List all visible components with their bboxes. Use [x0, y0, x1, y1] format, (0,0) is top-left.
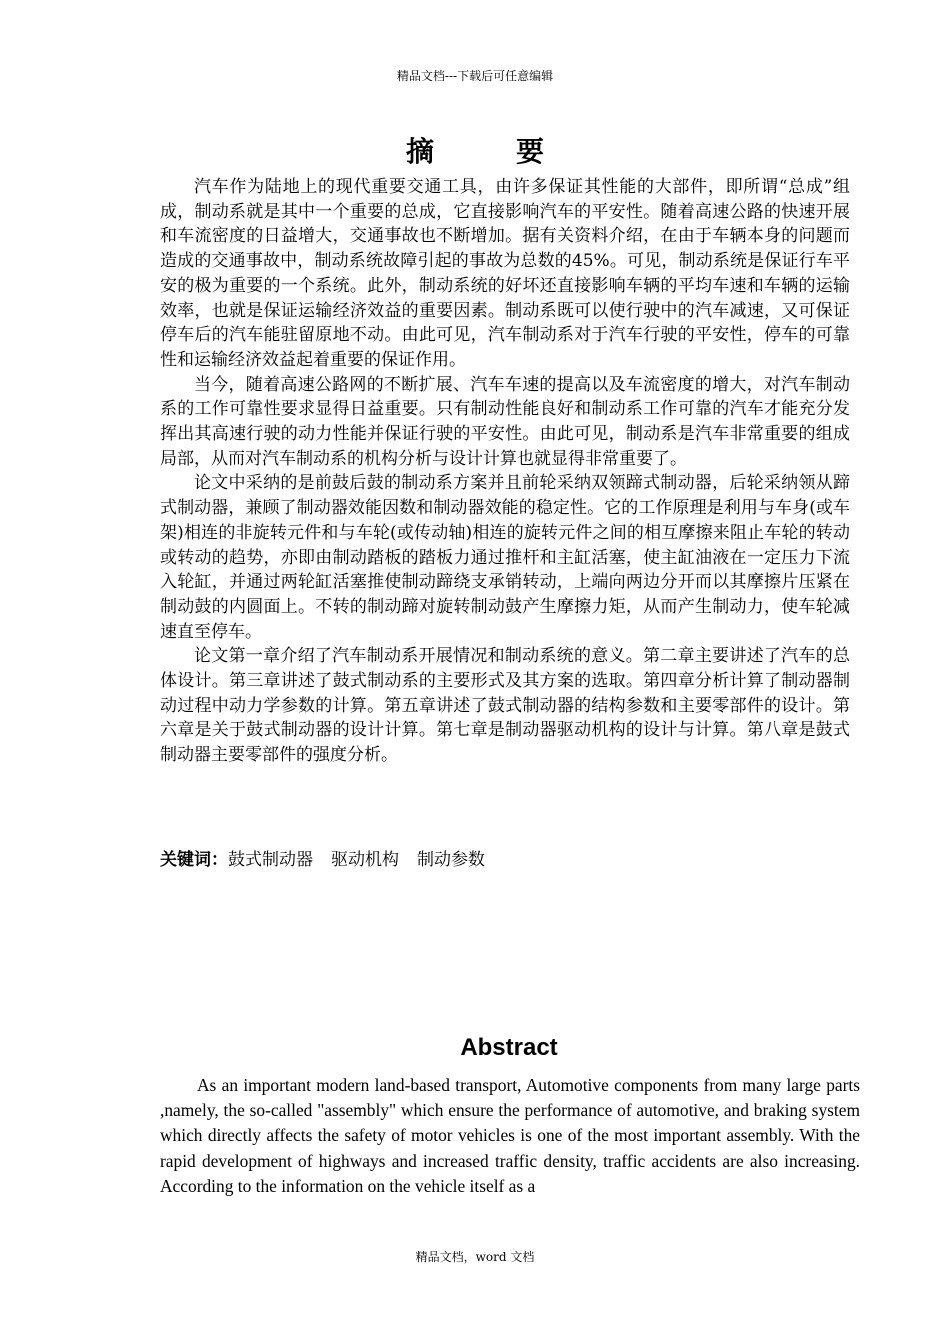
- abstract-cn-paragraph-4: 论文第一章介绍了汽车制动系开展情况和制动系统的意义。第二章主要讲述了汽车的总体设计。第三章讲述了鼓式制动系的主要形式及其方案的选取。第四章分析计算了制动器制动过程中动力学参数的计算。第五章讲述了鼓式制动器的结构参数和主要零部件的设计。第六章是关于鼓式制动器的设计计算。第七章是制动器驱动机构的设计与计算。第八章是鼓式制动器主要零部件的强度分析。: [160, 646, 850, 766]
- abstract-en-title: Abstract: [460, 1034, 558, 1061]
- page-footer-note: 精品文档，word 文档: [415, 1250, 535, 1264]
- keyword-2: 驱动机构: [331, 850, 399, 870]
- keyword-3: 制动参数: [417, 850, 485, 870]
- abstract-cn-title: 摘要: [405, 135, 626, 168]
- abstract-en-body: [160, 1073, 860, 1199]
- keyword-1: 鼓式制动器: [228, 850, 313, 870]
- page-header-note: 精品文档---下载后可任意编辑: [396, 69, 554, 83]
- abstract-en-paragraph-1: As an important modern land-based transport, Automotive components from many large parts ,namely, the so-called "assembly" which ensure the performance of automotive, and braking system which directly affects the safety of motor vehicles is one of the most important assembly. With the rapid development of highways and increased traffic density, traffic accidents are also increasing. According to the information on the vehicle itself as a: [160, 1075, 860, 1196]
- abstract-cn-body: [160, 175, 850, 768]
- abstract-cn-paragraph-1: 汽车作为陆地上的现代重要交通工具，由许多保证其性能的大部件，即所谓“总成”组成，制动系就是其中一个重要的总成，它直接影响汽车的平安性。随着高速公路的快速开展和车流密度的日益增大，交通事故也不断增加。据有关资料介绍，在由于车辆本身的问题而造成的交通事故中，制动系统故障引起的事故为总数的45%。可见，制动系统是保证行车平安的极为重要的一个系统。此外，制动系统的好坏还直接影响车辆的平均车速和车辆的运输效率，也就是保证运输经济效益的重要因素。制动系既可以使行驶中的汽车减速，又可保证停车后的汽车能驻留原地不动。由此可见，汽车制动系对于汽车行驶的平安性，停车的可靠性和运输经济效益起着重要的保证作用。: [160, 177, 850, 370]
- abstract-cn-paragraph-2: 当今，随着高速公路网的不断扩展、汽车车速的提高以及车流密度的增大，对汽车制动系的工作可靠性要求显得日益重要。只有制动性能良好和制动系工作可靠的汽车才能充分发挥出其高速行驶的动力性能并保证行驶的平安性。由此可见，制动系是汽车非常重要的组成局部，从而对汽车制动系的机构分析与设计计算也就显得非常重要了。: [160, 374, 850, 469]
- keywords-label: 关键词：: [160, 850, 228, 870]
- abstract-cn-paragraph-3: 论文中采纳的是前鼓后鼓的制动系方案并且前轮采纳双领蹄式制动器，后轮采纳领从蹄式制动器，兼顾了制动器效能因数和制动器效能的稳定性。它的工作原理是利用与车身(或车架)相连的非旋转元件和与车轮(或传动轴)相连的旋转元件之间的相互摩擦来阻止车轮的转动或转动的趋势，亦即由制动踏板的踏板力通过推杆和主缸活塞，使主缸油液在一定压力下流入轮缸，并通过两轮缸活塞推使制动蹄绕支承销转动，上端向两边分开而以其摩擦片压紧在制动鼓的内圆面上。不转的制动蹄对旋转制动鼓产生摩擦力矩，从而产生制动力，使车轮减速直至停车。: [160, 473, 850, 642]
- keywords-line: [160, 848, 850, 872]
